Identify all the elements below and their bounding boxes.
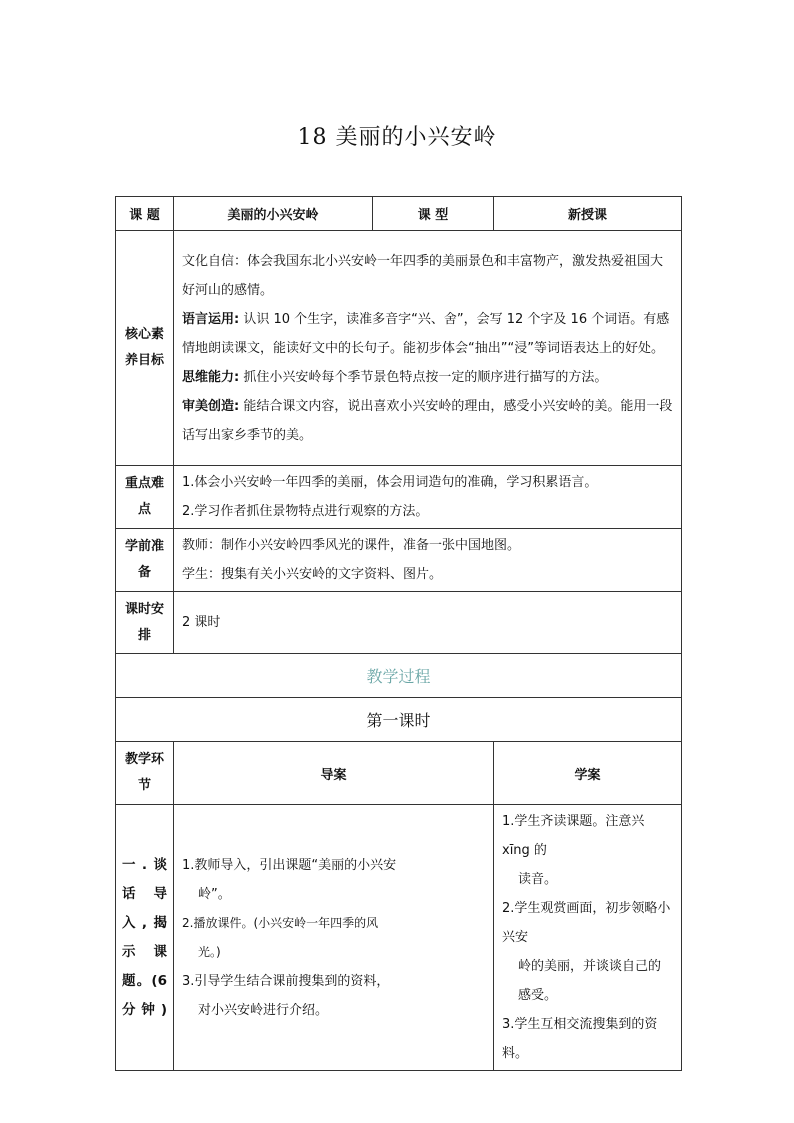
guide-cell (174, 805, 494, 1071)
goal-aesthetic-title: 审美创造: (182, 398, 240, 414)
study-line: 读音。 (518, 872, 558, 887)
goal-aesthetic (182, 392, 673, 450)
study-line: 2.学生观赏画面，初步领略小兴安 (502, 901, 671, 945)
goal-thinking-title: 思维能力: (182, 369, 240, 385)
prep-content (174, 529, 682, 592)
study-column-header: 学案 (494, 742, 682, 805)
goal-language-title: 语言运用: (182, 311, 240, 327)
time-value: 2 课时 (174, 592, 682, 654)
study-line: 1.学生齐读课题。注意兴 xīng 的 (502, 814, 645, 858)
goal-language (182, 305, 673, 363)
type-label: 课 型 (373, 197, 494, 231)
lesson-plan-table (115, 196, 682, 1071)
guide-line: 对小兴安岭进行介绍。 (198, 1002, 329, 1018)
prep-item: 教师：制作小兴安岭四季风光的课件，准备一张中国地图。 (182, 538, 521, 553)
topic-label: 课 题 (116, 197, 174, 231)
guide-column-header: 导案 (174, 742, 494, 805)
goals-row (116, 231, 682, 466)
study-line: 3.学生互相交流搜集到的资料。 (502, 1017, 658, 1061)
key-row (116, 466, 682, 529)
goal-thinking-text: 抓住小兴安岭每个季节景色特点按一定的顺序进行描写的方法。 (239, 369, 608, 385)
column-header-row (116, 742, 682, 805)
study-line: 岭的美丽，并谈谈自己的感受。 (518, 959, 662, 1003)
prep-label: 学前准备 (116, 529, 174, 592)
prep-row (116, 529, 682, 592)
key-item: 1.体会小兴安岭一年四季的美丽，体会用词造句的准确，学习积累语言。 (182, 475, 598, 490)
stage-column-header: 教学环节 (116, 742, 174, 805)
goals-label: 核心素养目标 (116, 231, 174, 466)
time-row (116, 592, 682, 654)
info-row (116, 197, 682, 231)
stage-row (116, 805, 682, 1071)
key-item: 2.学习作者抓住景物特点进行观察的方法。 (182, 504, 429, 519)
process-row (116, 654, 682, 698)
guide-line: 光。) (198, 944, 221, 959)
guide-line: 岭”。 (198, 886, 231, 902)
goal-thinking (182, 363, 673, 392)
study-cell (494, 805, 682, 1071)
lesson-row (116, 698, 682, 742)
goals-content (174, 231, 682, 466)
key-label: 重点难点 (116, 466, 174, 529)
page-title: 18 美丽的小兴安岭 (297, 125, 497, 150)
topic-value: 美丽的小兴安岭 (174, 197, 373, 231)
key-content (174, 466, 682, 529)
guide-line: 2.播放课件。(小兴安岭一年四季的风 (182, 915, 379, 930)
goal-aesthetic-text: 能结合课文内容，说出喜欢小兴安岭的理由，感受小兴安岭的美。能用一段话写出家乡季节的美。 (182, 398, 673, 443)
goal-language-text: 认识 10 个生字，读准多音字“兴、舍”，会写 12 个字及 16 个词语。有感情地朗读课文，能读好文中的长句子。能初步体会“抽出”“浸”等词语表达上的好处。 (182, 311, 670, 356)
lesson-title: 第一课时 (116, 698, 682, 742)
time-label: 课时安排 (116, 592, 174, 654)
guide-line: 1.教师导入，引出课题“美丽的小兴安 (182, 857, 397, 873)
guide-line: 3.引导学生结合课前搜集到的资料， (182, 973, 390, 989)
process-title: 教学过程 (116, 654, 682, 698)
prep-item: 学生：搜集有关小兴安岭的文字资料、图片。 (182, 567, 443, 582)
stage-label: 一.谈话导入,揭示课题。(6 分钟) (116, 805, 174, 1071)
type-value: 新授课 (494, 197, 682, 231)
goal-culture: 文化自信：体会我国东北小兴安岭一年四季的美丽景色和丰富物产，激发热爱祖国大好河山的感情。 (182, 253, 664, 298)
